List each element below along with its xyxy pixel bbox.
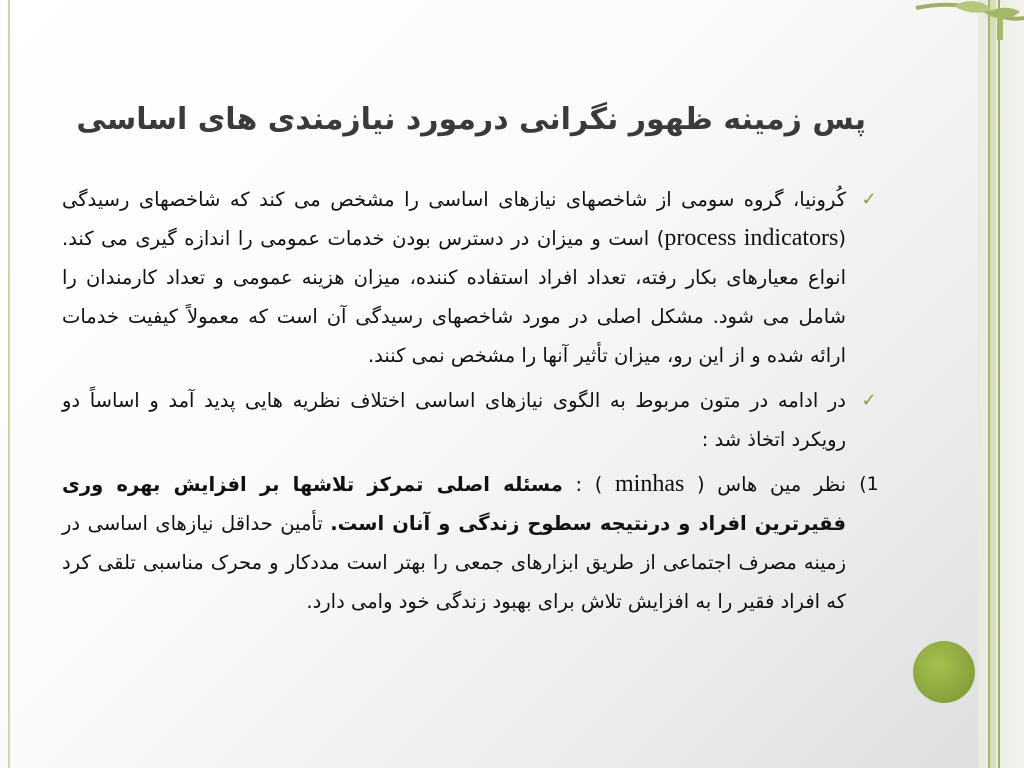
list-number: 1) xyxy=(859,473,879,495)
paragraph-text-segment: ) است و میزان در دسترس بودن خدمات عمومی را اندازه گیری می کند. انواع معیارهای بکار رفته، تعداد افراد استفاده کننده، میزان هزینه عمومی و تعداد کارمندان را شامل می شود. مشکل اصلی در مورد شاخصهای رسیدگی آن است که معمولاً کیفیت خدمات ارائه شده و از این رو، میزان تأثیر آنها را مشخص نمی کنند. xyxy=(62,227,846,367)
vine-leaf-icon xyxy=(914,0,1024,40)
decorative-green-circle xyxy=(913,641,975,703)
paragraph-text-segment: مسئله اصلی تمرکز تلاشها بر افزایش بهره وری فقیرترین افراد و درنتیجه سطوح زندگی و آنان است. xyxy=(62,473,846,535)
checkmark-bullet-icon: ✓ xyxy=(861,390,877,411)
right-stripe xyxy=(988,0,990,768)
bullet-paragraph xyxy=(62,180,888,375)
slide-title: پس زمینه ظهور نگرانی درمورد نیازمندی های اساسی xyxy=(76,102,866,137)
paragraph-text-segment: minhas xyxy=(615,471,685,497)
paragraph-text-segment: نظر مین هاس ( xyxy=(684,473,846,496)
slide-content xyxy=(62,180,888,627)
paragraph-text-segment: در ادامه در متون مربوط به الگوی نیازهای اساسی اختلاف نظریه هایی پدید آمد و اساساً دو رویکرد اتخاذ شد : xyxy=(62,389,846,451)
paragraph-text-segment: تأمین حداقل نیازهای اساسی در زمینه مصرف اجتماعی از طریق ابزارهای جمعی را بهتر است مددکار و محرک مناسبی تلقی کرد که افراد فقیر را به افزایش تلاش برای بهبود زندگی خود وامی دارد. xyxy=(62,512,846,613)
checkmark-bullet-icon: ✓ xyxy=(861,189,877,210)
bullet-paragraph xyxy=(62,381,888,459)
right-stripe xyxy=(998,0,1000,768)
right-stripe xyxy=(990,0,996,768)
paragraph-text-segment: process indicators xyxy=(664,225,839,251)
left-border-line xyxy=(8,0,10,768)
right-decorative-bar xyxy=(978,0,1024,768)
paragraph-text-segment: کُرونیا، گروه سومی از شاخصهای نیازهای اساسی را مشخص می کند که شاخصهای رسیدگی ( xyxy=(62,188,846,250)
paragraph-text-segment: ) : xyxy=(562,473,616,496)
bullet-paragraph xyxy=(62,465,888,621)
